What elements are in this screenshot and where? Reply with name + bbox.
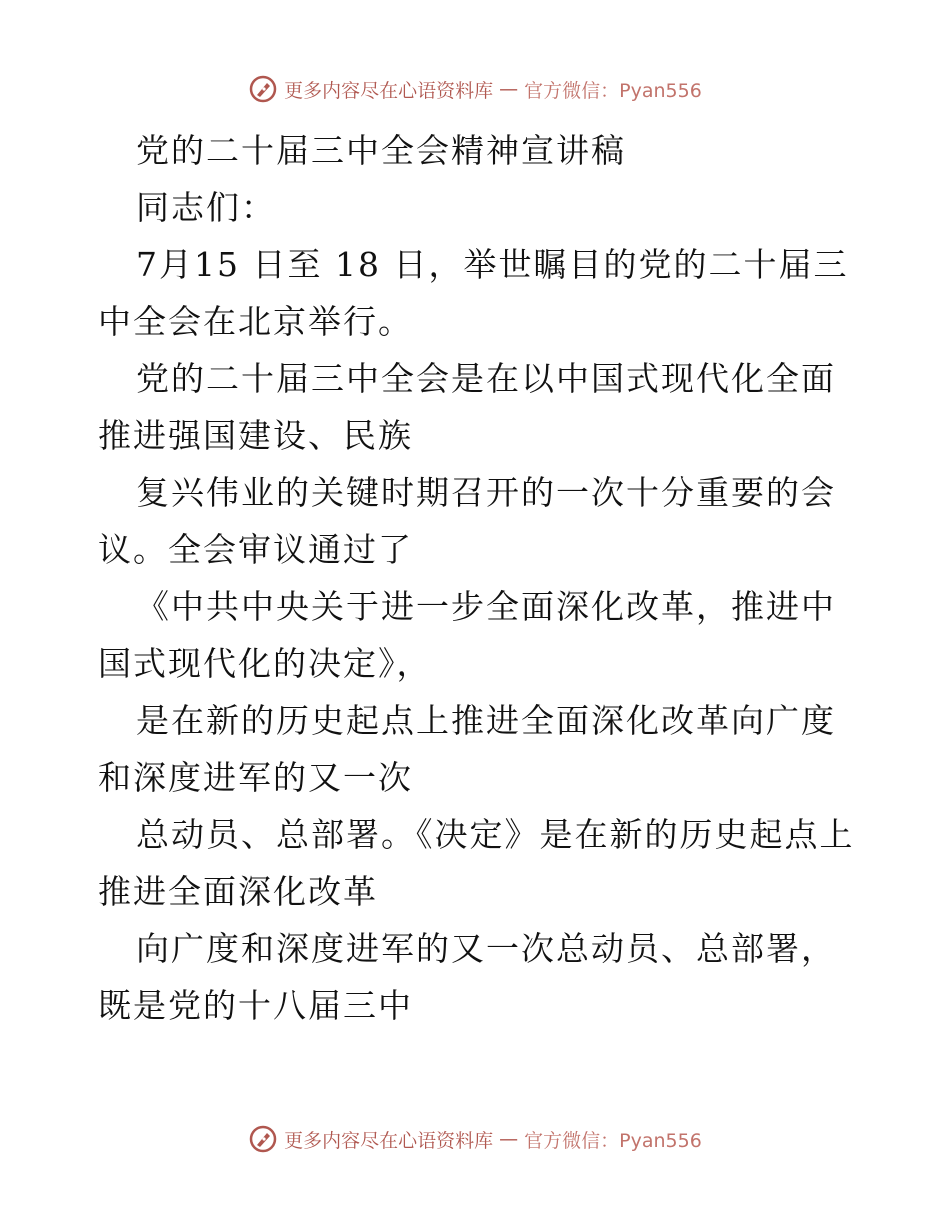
watermark-left-text: 更多内容尽在心语资料库 (284, 79, 494, 102)
watermark-dash: — (499, 1128, 519, 1150)
paragraph-4: 《中共中央关于进一步全面深化改革，推进中国式现代化的决定》， (98, 587, 836, 683)
pen-nib-logo-icon (248, 74, 278, 104)
watermark-left-text: 更多内容尽在心语资料库 (284, 1129, 494, 1152)
document-title: 党的二十届三中全会精神宣讲稿 (136, 131, 626, 170)
watermark-dash: — (499, 78, 519, 100)
paragraph-1: 7月15 日至 18 日，举世瞩目的党的二十届三中全会在北京举行。 (98, 245, 849, 341)
paragraph-7: 向广度和深度进军的又一次总动员、总部署，既是党的十八届三中 (98, 929, 836, 1025)
footer-watermark (0, 1124, 950, 1154)
paragraph-6: 总动员、总部署。《决定》是在新的历史起点上推进全面深化改革 (98, 815, 855, 911)
watermark-right-text: 官方微信：Pyan556 (524, 79, 702, 102)
watermark-right-text: 官方微信：Pyan556 (524, 1129, 702, 1152)
document-body (98, 122, 858, 1034)
header-watermark (0, 74, 950, 104)
paragraph-5: 是在新的历史起点上推进全面深化改革向广度和深度进军的又一次 (98, 701, 836, 797)
pen-nib-logo-icon (248, 1124, 278, 1154)
paragraph-2: 党的二十届三中全会是在以中国式现代化全面推进强国建设、民族 (98, 359, 836, 455)
paragraph-3: 复兴伟业的关键时期召开的一次十分重要的会议。全会审议通过了 (98, 473, 836, 569)
greeting: 同志们： (136, 188, 276, 227)
